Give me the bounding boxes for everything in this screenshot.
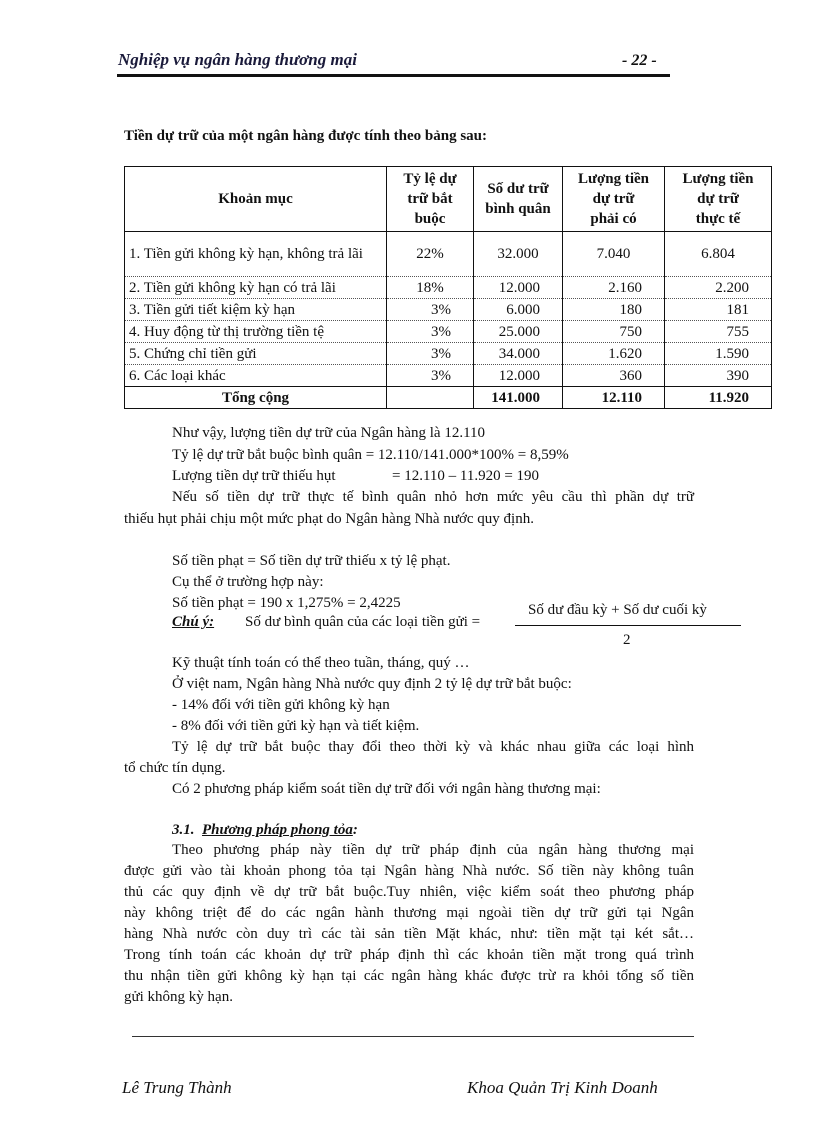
cell-actual: 6.804 bbox=[665, 232, 772, 277]
cell-ratio: 18% bbox=[387, 277, 474, 299]
penalty-line: Cụ thể ở trường hợp này: bbox=[172, 574, 324, 590]
cell-required: 360 bbox=[563, 365, 665, 387]
paragraph-line: hàng Nhà nước còn duy trì các tài sản tiền Mặt khác, như: tiền mặt tại két sắt… bbox=[124, 926, 694, 942]
cell-item: 6. Các loại khác bbox=[125, 365, 387, 387]
cell-actual: 181 bbox=[665, 299, 772, 321]
fraction-denominator: 2 bbox=[623, 632, 631, 648]
cell-total-ratio bbox=[387, 387, 474, 409]
cell-item: 3. Tiền gửi tiết kiệm kỳ hạn bbox=[125, 299, 387, 321]
rule-line: Ở việt nam, Ngân hàng Nhà nước quy định 2 tỷ lệ dự trữ bắt buộc: bbox=[172, 676, 572, 692]
cell-avg: 25.000 bbox=[474, 321, 563, 343]
cell-required: 750 bbox=[563, 321, 665, 343]
table-row bbox=[125, 299, 772, 321]
paragraph-line: thu nhận tiền gửi không kỳ hạn tại các ngân hàng khác được trừ ra khỏi tổng số tiền bbox=[124, 968, 694, 984]
footer-author: Lê Trung Thành bbox=[122, 1078, 232, 1097]
paragraph-line: được gửi vào tài khoản phong tỏa tại Ngân hàng Nhà nước. Số tiền này không tuân bbox=[124, 863, 694, 879]
cell-item: 5. Chứng chỉ tiền gửi bbox=[125, 343, 387, 365]
cell-total-actual: 11.920 bbox=[665, 387, 772, 409]
cell-actual: 755 bbox=[665, 321, 772, 343]
cell-ratio: 3% bbox=[387, 299, 474, 321]
paragraph-line: này không triệt để do các ngân hành thương mại ngoài tiền dự trữ gửi tại Ngân bbox=[124, 905, 694, 921]
rule-line: - 8% đối với tiền gửi kỳ hạn và tiết kiệm. bbox=[172, 718, 420, 734]
cell-avg: 6.000 bbox=[474, 299, 563, 321]
cell-actual: 390 bbox=[665, 365, 772, 387]
cell-required: 7.040 bbox=[563, 232, 665, 277]
table-row bbox=[125, 277, 772, 299]
paragraph-line: Nếu số tiền dự trữ thực tế bình quân nhỏ hơn mức yêu cầu thì phần dự trữ bbox=[172, 489, 694, 505]
calc-line-label: Lượng tiền dự trữ thiếu hụt bbox=[172, 468, 336, 484]
col-header-avg-balance: Số dư trữ bình quân bbox=[474, 167, 563, 232]
penalty-line: Số tiền phạt = Số tiền dự trữ thiếu x tỷ lệ phạt. bbox=[172, 553, 451, 569]
cell-actual: 2.200 bbox=[665, 277, 772, 299]
cell-ratio: 3% bbox=[387, 343, 474, 365]
paragraph-line: thủ các quy định về dự trữ bắt buộc.Tuy nhiên, việc kiểm soát theo phương pháp bbox=[124, 884, 694, 900]
penalty-line: Số tiền phạt = 190 x 1,275% = 2,4225 bbox=[172, 595, 401, 611]
header-rule bbox=[117, 74, 670, 77]
cell-ratio: 3% bbox=[387, 365, 474, 387]
footer-faculty: Khoa Quản Trị Kinh Doanh bbox=[467, 1078, 658, 1097]
calc-line: Như vậy, lượng tiền dự trữ của Ngân hàng là 12.110 bbox=[172, 425, 486, 441]
table-row bbox=[125, 343, 772, 365]
col-header-actual-reserve: Lượng tiền dự trữ thực tế bbox=[665, 167, 772, 232]
cell-total-avg: 141.000 bbox=[474, 387, 563, 409]
table-total-row bbox=[125, 387, 772, 409]
cell-ratio: 22% bbox=[387, 232, 474, 277]
col-header-required-reserve: Lượng tiền dự trữ phải có bbox=[563, 167, 665, 232]
table-row bbox=[125, 321, 772, 343]
cell-item: 1. Tiền gửi không kỳ hạn, không trả lãi bbox=[125, 232, 387, 277]
paragraph-line: gửi không kỳ hạn. bbox=[124, 989, 233, 1005]
cell-required: 1.620 bbox=[563, 343, 665, 365]
rule-line: Kỹ thuật tính toán có thể theo tuần, tháng, quý … bbox=[172, 655, 470, 671]
cell-required: 2.160 bbox=[563, 277, 665, 299]
reserve-table bbox=[124, 166, 772, 409]
table-header-row bbox=[125, 167, 772, 232]
table-row bbox=[125, 365, 772, 387]
footer-rule bbox=[132, 1036, 694, 1037]
cell-avg: 12.000 bbox=[474, 277, 563, 299]
cell-ratio: 3% bbox=[387, 321, 474, 343]
cell-item: 2. Tiền gửi không kỳ hạn có trả lãi bbox=[125, 277, 387, 299]
note-label: Chú ý: bbox=[172, 614, 215, 630]
rule-line: - 14% đối với tiền gửi không kỳ hạn bbox=[172, 697, 390, 713]
page-number: - 22 - bbox=[622, 52, 657, 69]
cell-avg: 34.000 bbox=[474, 343, 563, 365]
page-header-title: Nghiệp vụ ngân hàng thương mại bbox=[118, 50, 357, 69]
section-heading: 3.1. Phương pháp phong tỏa: bbox=[172, 822, 358, 838]
col-header-required-ratio: Tỷ lệ dự trữ bắt buộc bbox=[387, 167, 474, 232]
table-row bbox=[125, 232, 772, 277]
paragraph-line: tổ chức tín dụng. bbox=[124, 760, 226, 776]
paragraph-line: Trong tính toán các khoản dự trữ pháp định thì các khoản tiền mặt trong quá trình bbox=[124, 947, 694, 963]
calc-line-value: = 12.110 – 11.920 = 190 bbox=[392, 468, 540, 484]
fraction-numerator: Số dư đầu kỳ + Số dư cuối kỳ bbox=[528, 602, 707, 618]
note-text: Số dư bình quân của các loại tiền gửi = bbox=[245, 614, 481, 630]
cell-avg: 32.000 bbox=[474, 232, 563, 277]
cell-avg: 12.000 bbox=[474, 365, 563, 387]
fraction-bar bbox=[515, 625, 741, 626]
table-intro: Tiền dự trữ của một ngân hàng được tính theo bảng sau: bbox=[124, 128, 488, 144]
paragraph-line: Theo phương pháp này tiền dự trữ pháp định của ngân hàng thương mại bbox=[172, 842, 694, 858]
cell-item: 4. Huy động từ thị trường tiền tệ bbox=[125, 321, 387, 343]
cell-total-required: 12.110 bbox=[563, 387, 665, 409]
paragraph-line: thiếu hụt phải chịu một mức phạt do Ngân hàng Nhà nước quy định. bbox=[124, 511, 534, 527]
paragraph-line: Có 2 phương pháp kiểm soát tiền dự trữ đối với ngân hàng thương mại: bbox=[172, 781, 601, 797]
cell-total-label: Tổng cộng bbox=[125, 387, 387, 409]
cell-actual: 1.590 bbox=[665, 343, 772, 365]
col-header-item: Khoản mục bbox=[125, 167, 387, 232]
cell-required: 180 bbox=[563, 299, 665, 321]
paragraph-line: Tỷ lệ dự trữ bắt buộc thay đổi theo thời kỳ và khác nhau giữa các loại hình bbox=[172, 739, 694, 755]
calc-line: Tỷ lệ dự trữ bắt buộc bình quân = 12.110/141.000*100% = 8,59% bbox=[172, 447, 569, 463]
